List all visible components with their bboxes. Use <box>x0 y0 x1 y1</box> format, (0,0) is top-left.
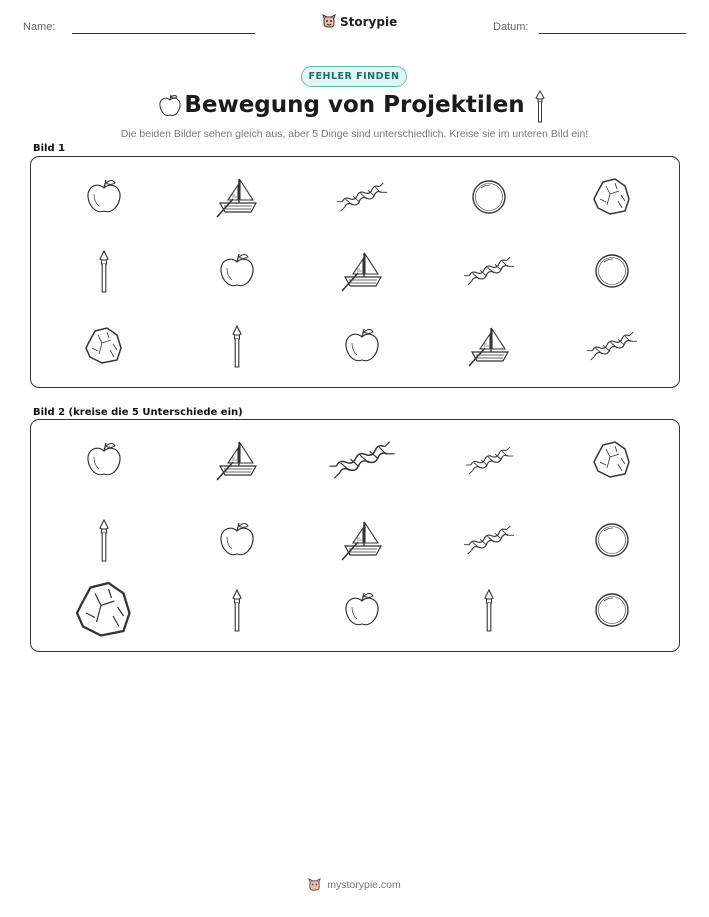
brand-logo <box>322 14 397 29</box>
boat-icon <box>332 241 392 301</box>
date-label: Datum: <box>493 21 529 33</box>
footer-site: mystorypie.com <box>327 879 401 891</box>
name-label: Name: <box>23 21 56 33</box>
picture1-panel <box>30 156 680 388</box>
brand-name: Storypie <box>340 14 398 29</box>
name-field[interactable] <box>72 33 255 34</box>
picture2-panel[interactable] <box>30 419 680 652</box>
ball-icon <box>582 241 642 301</box>
apple-icon <box>74 430 134 490</box>
spear-icon <box>74 241 134 301</box>
rope-icon <box>461 432 518 489</box>
rock-icon <box>582 167 642 227</box>
spear-icon <box>207 316 267 376</box>
date-field[interactable] <box>539 33 686 34</box>
apple-icon <box>74 167 134 227</box>
rope-icon <box>459 510 519 570</box>
rock-icon <box>582 430 642 490</box>
rock-icon <box>59 565 149 655</box>
spear-icon <box>74 510 134 570</box>
page-title: Bewegung von Projektilen <box>184 92 525 118</box>
ball-icon <box>582 580 642 640</box>
storypie-mascot-icon <box>308 878 321 892</box>
worksheet-type-badge: FEHLER FINDEN <box>301 66 407 87</box>
rope-icon <box>332 167 392 227</box>
rope-icon <box>323 421 401 499</box>
picture2-label: Bild 2 (kreise die 5 Unterschiede ein) <box>33 407 243 418</box>
footer <box>0 878 709 892</box>
spear-icon <box>532 90 548 124</box>
apple-icon <box>332 316 392 376</box>
boat-icon <box>207 430 267 490</box>
rope-icon <box>459 241 519 301</box>
spear-icon <box>207 580 267 640</box>
picture1-label: Bild 1 <box>33 143 66 154</box>
apple-icon <box>207 241 267 301</box>
boat-icon <box>459 316 519 376</box>
spear-icon <box>459 580 519 640</box>
instructions: Die beiden Bilder sehen gleich aus, aber 5 Dinge sind unterschiedlich. Kreise sie im unteren Bild ein! <box>120 128 589 140</box>
rock-icon <box>74 316 134 376</box>
apple-icon <box>332 580 392 640</box>
boat-icon <box>207 167 267 227</box>
rope-icon <box>582 316 642 376</box>
ball-icon <box>459 167 519 227</box>
apple-icon <box>207 510 267 570</box>
storypie-mascot-icon <box>322 14 336 29</box>
boat-icon <box>332 510 392 570</box>
ball-icon <box>582 510 642 570</box>
